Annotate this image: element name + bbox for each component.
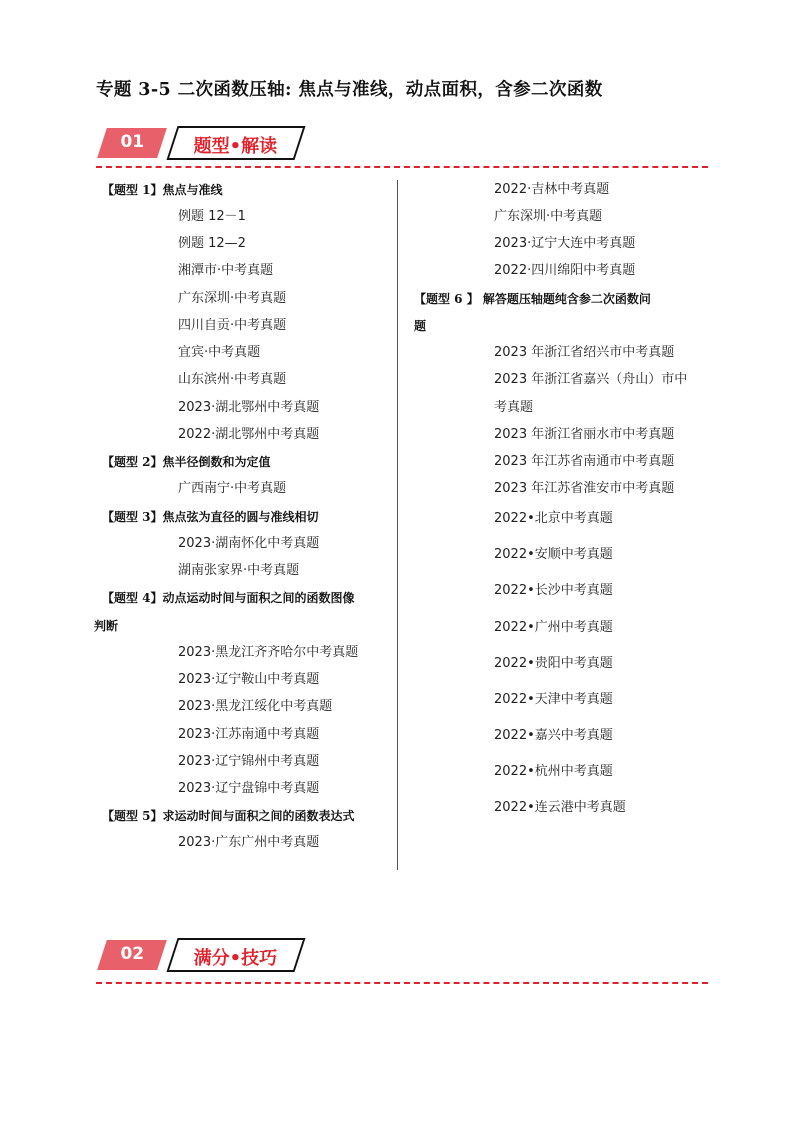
toc-item[interactable]: 2023·黑龙江齐齐哈尔中考真题 <box>178 645 359 660</box>
toc-item[interactable]: 2022•杭州中考真题 <box>494 764 613 779</box>
section-header-1 <box>96 126 716 174</box>
toc-item[interactable]: 2023·辽宁盘锦中考真题 <box>178 781 320 796</box>
toc-item[interactable]: 2023 年江苏省淮安市中考真题 <box>494 481 675 496</box>
toc-item[interactable]: 2023·黑龙江绥化中考真题 <box>178 699 333 714</box>
toc-heading[interactable]: 【题型 3】焦点弦为直径的圆与准线相切 <box>102 510 319 524</box>
toc-item[interactable]: 2022·湖北鄂州中考真题 <box>178 427 320 442</box>
toc-item[interactable]: 例题 12—2 <box>178 236 246 251</box>
toc-item[interactable]: 2022•广州中考真题 <box>494 620 613 635</box>
section-header-2 <box>96 938 716 986</box>
toc-item[interactable]: 湖南张家界·中考真题 <box>178 563 300 578</box>
toc-heading-continued[interactable]: 题 <box>414 319 427 333</box>
toc-heading[interactable]: 【题型 4】动点运动时间与面积之间的函数图像 <box>102 591 355 605</box>
toc-item[interactable]: 2023 年浙江省绍兴市中考真题 <box>494 345 675 360</box>
toc-item[interactable]: 2022•安顺中考真题 <box>494 547 613 562</box>
toc-item[interactable]: 2023·广东广州中考真题 <box>178 835 320 850</box>
toc-item[interactable]: 四川自贡·中考真题 <box>178 318 287 333</box>
toc-heading[interactable]: 【题型 1】焦点与准线 <box>102 183 223 197</box>
toc-item[interactable]: 2023 年江苏省南通市中考真题 <box>494 454 675 469</box>
toc-item[interactable]: 2022•长沙中考真题 <box>494 583 613 598</box>
toc-item[interactable]: 2022·吉林中考真题 <box>494 182 610 197</box>
section-number-badge: 01 <box>97 128 167 158</box>
toc-item[interactable]: 2022•连云港中考真题 <box>494 800 626 815</box>
toc-item[interactable]: 湘潭市·中考真题 <box>178 263 274 278</box>
page-title: 专题 3-5 二次函数压轴: 焦点与准线，动点面积，含参二次函数 <box>96 80 603 100</box>
toc-item[interactable]: 广西南宁·中考真题 <box>178 481 287 496</box>
dash-divider <box>96 166 708 168</box>
toc-heading[interactable]: 【题型 5】求运动时间与面积之间的函数表达式 <box>102 809 355 823</box>
toc-item[interactable]: 2023·辽宁大连中考真题 <box>494 236 636 251</box>
toc-item[interactable]: 2022·四川绵阳中考真题 <box>494 263 636 278</box>
toc-item-continued[interactable]: 考真题 <box>494 400 534 415</box>
toc-item[interactable]: 2023·湖北鄂州中考真题 <box>178 400 320 415</box>
column-divider <box>397 180 398 870</box>
dash-divider <box>96 982 708 984</box>
toc-item[interactable]: 2023·辽宁锦州中考真题 <box>178 754 320 769</box>
section-number-badge: 02 <box>97 940 167 970</box>
toc-item[interactable]: 2023·湖南怀化中考真题 <box>178 536 320 551</box>
toc-heading-continued[interactable]: 判断 <box>94 619 119 633</box>
toc-heading[interactable]: 【题型 6 】 解答题压轴题纯含参二次函数问 <box>414 292 651 306</box>
toc-item[interactable]: 2022•天津中考真题 <box>494 692 613 707</box>
toc-item[interactable]: 广东深圳·中考真题 <box>178 291 287 306</box>
toc-heading[interactable]: 【题型 2】焦半径倒数和为定值 <box>102 455 271 469</box>
toc-item[interactable]: 2022•贵阳中考真题 <box>494 656 613 671</box>
toc-item[interactable]: 广东深圳·中考真题 <box>494 209 603 224</box>
toc-item[interactable]: 山东滨州·中考真题 <box>178 372 287 387</box>
section-label-badge: 题型•解读 <box>166 126 305 160</box>
toc-item[interactable]: 2023·辽宁鞍山中考真题 <box>178 672 320 687</box>
toc-item[interactable]: 2022•嘉兴中考真题 <box>494 728 613 743</box>
toc-item[interactable]: 2023 年浙江省丽水市中考真题 <box>494 427 675 442</box>
toc-item[interactable]: 2023 年浙江省嘉兴（舟山）市中 <box>494 372 688 387</box>
toc-item[interactable]: 2022•北京中考真题 <box>494 511 613 526</box>
toc-item[interactable]: 宜宾·中考真题 <box>178 345 261 360</box>
section-label-badge: 满分•技巧 <box>166 938 305 972</box>
toc-item[interactable]: 2023·江苏南通中考真题 <box>178 727 320 742</box>
toc-item[interactable]: 例题 12－1 <box>178 209 246 224</box>
